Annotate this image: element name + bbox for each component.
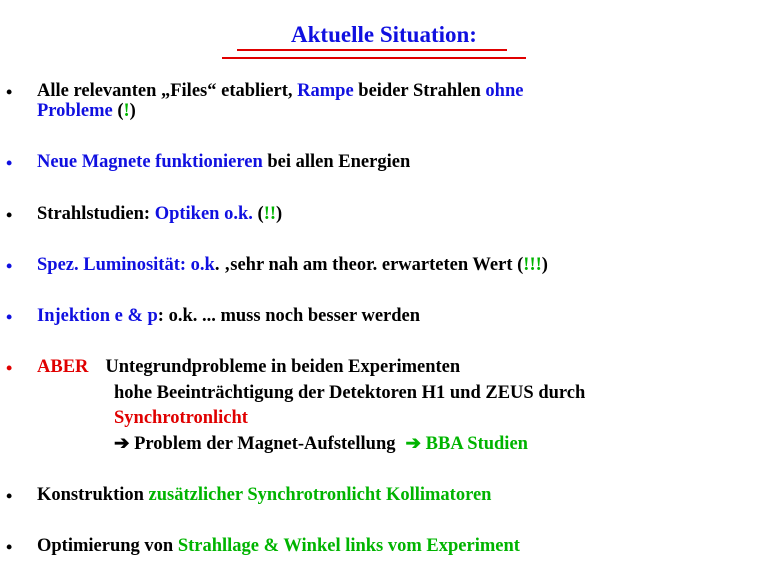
item-1-text-f: ( [112, 101, 124, 121]
item-8-line [37, 536, 520, 557]
title-underline-bottom [222, 57, 526, 59]
item-1-text-c: beider Strahlen [353, 81, 486, 101]
item-4-text-d: ) [541, 255, 548, 275]
item-8-text-b: Strahllage & Winkel links vom Experiment [177, 536, 520, 556]
bullet-3: • [6, 205, 13, 225]
item-5-text-a: Injektion e & p [37, 306, 158, 326]
bullet-4: • [6, 256, 13, 276]
title-underline-top [237, 49, 507, 51]
item-8-text-a: Optimierung von [37, 536, 178, 556]
item-2-line [37, 152, 410, 173]
bullet-6: • [6, 358, 13, 378]
item-1-text-e: Probleme [37, 101, 113, 121]
item-3-text-e: ) [276, 204, 283, 224]
bullet-2: • [6, 153, 13, 173]
item-1-line-2 [37, 101, 136, 122]
item-6-text-a: ABER [37, 357, 89, 377]
item-6-text-e: ➔ Problem der Magnet-Aufstellung [114, 434, 396, 454]
bullet-5: • [6, 307, 13, 327]
item-4-text-a: Spez. Luminosität: o.k [37, 255, 215, 275]
bullet-1: • [6, 82, 13, 102]
item-6-line-3: Synchrotronlicht [114, 408, 248, 428]
item-1-text-h: ) [129, 101, 136, 121]
item-7-text-a: Konstruktion [37, 485, 149, 505]
item-1-text-g: ! [123, 101, 130, 121]
item-6-line-2: hohe Beeinträchtigung der Detektoren H1 und ZEUS durch [114, 383, 586, 403]
item-6-line-4 [114, 434, 528, 455]
item-3-text-d: !! [263, 204, 277, 224]
item-5-line [37, 306, 420, 327]
item-3-text-a: Strahlstudien: [37, 204, 155, 224]
item-2-text-b: bei allen Energien [262, 152, 411, 172]
item-7-text-b: zusätzlicher Synchrotronlicht Kollimatoren [148, 485, 492, 505]
item-5-text-b: : o.k. ... muss noch besser werden [157, 306, 421, 326]
item-4-text-c: !!! [523, 255, 542, 275]
item-3-text-c: ( [252, 204, 264, 224]
item-4-line [37, 255, 548, 276]
item-6-line-1 [37, 357, 460, 378]
item-1-text-d: ohne [485, 81, 524, 101]
page-title: Aktuelle Situation: [291, 22, 477, 47]
bullet-8: • [6, 537, 13, 557]
item-6-text-b: Untegrundprobleme in beiden Experimenten [105, 357, 461, 377]
item-1-text-a: Alle relevanten „Files“ etabliert, [37, 81, 298, 101]
bullet-7: • [6, 486, 13, 506]
item-3-line [37, 204, 282, 225]
item-1-line-1 [37, 81, 523, 102]
item-7-line [37, 485, 491, 506]
item-2-text-a: Neue Magnete funktionieren [37, 152, 263, 172]
item-6-text-f: ➔ BBA Studien [405, 434, 528, 454]
item-4-text-b: . ‚sehr nah am theor. erwarteten Wert ( [214, 255, 524, 275]
item-3-text-b: Optiken o.k. [154, 204, 253, 224]
item-1-text-b: Rampe [297, 81, 354, 101]
